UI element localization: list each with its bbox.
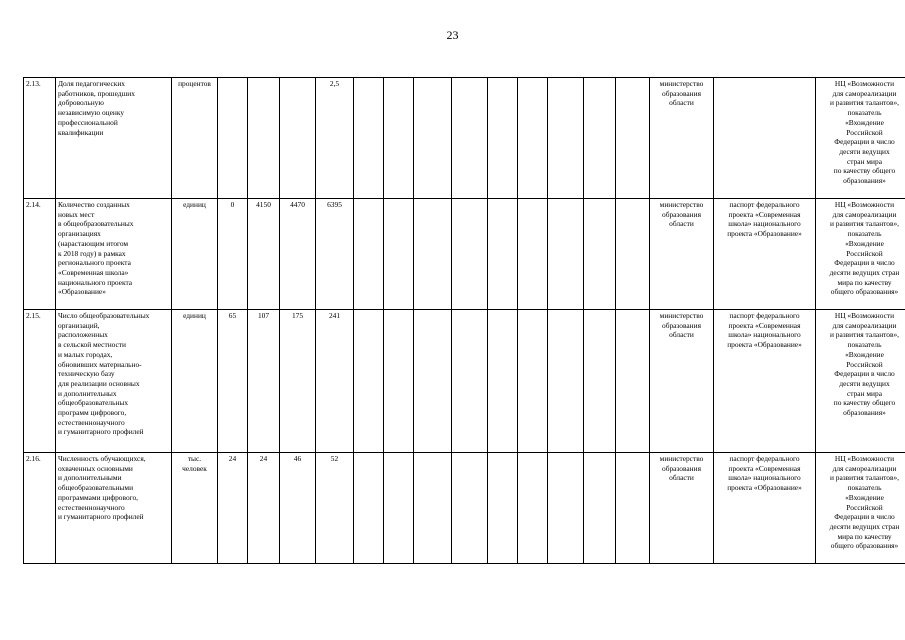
empty-cell — [414, 78, 452, 199]
responsible-cell-line: министерство — [659, 454, 704, 463]
value-cell — [218, 78, 248, 199]
value-cell: 24 — [218, 453, 248, 564]
link-cell-line: Российской — [846, 359, 883, 369]
link-cell-line: по качеству общего — [833, 398, 896, 408]
responsible-cell — [650, 78, 714, 199]
indicator-name-line: организациях — [58, 229, 101, 239]
link-cell-line: НЦ «Возможности — [834, 79, 895, 88]
responsible-cell — [650, 199, 714, 310]
link-cell-line: десяти ведущих — [839, 378, 890, 388]
empty-cell — [584, 310, 616, 453]
link-cell-line: для самореализации — [832, 463, 897, 473]
indicator-name — [56, 310, 172, 453]
link-cell — [816, 453, 905, 564]
indicator-name-line: техническую базу — [58, 369, 115, 379]
document-cell-line: паспорт федерального — [729, 311, 800, 320]
value-cell: 65 — [218, 310, 248, 453]
indicator-name-line: работников, прошедших — [58, 88, 135, 98]
empty-cell — [384, 199, 414, 310]
document-cell-line: школа» национального — [728, 473, 801, 483]
responsible-cell-line: министерство — [659, 200, 704, 209]
link-cell — [816, 78, 905, 199]
page-number: 23 — [446, 28, 459, 42]
value-cell: 4470 — [280, 199, 316, 310]
link-cell-line: для самореализации — [832, 88, 897, 98]
link-cell-line: для самореализации — [832, 209, 897, 219]
empty-cell — [354, 453, 384, 564]
responsible-cell-line: образования — [662, 320, 701, 330]
document-cell-line: школа» национального — [728, 330, 801, 340]
link-cell-line: НЦ «Возможности — [834, 311, 895, 320]
link-cell — [816, 199, 905, 310]
empty-cell — [518, 199, 548, 310]
indicator-name-line: (нарастающим итогом — [58, 238, 129, 248]
link-cell-line: десяти ведущих стран — [829, 267, 900, 277]
indicator-name-line: и гуманитарного профилей — [58, 427, 144, 437]
link-cell-line: показатель — [847, 108, 882, 118]
document-cell-line: проекта «Современная — [728, 209, 801, 219]
document-cell — [714, 199, 816, 310]
value-cell: 2,5 — [316, 78, 354, 199]
indicator-name-line: Доля педагогических — [58, 79, 125, 88]
indicator-name-line: независимую оценку — [58, 108, 125, 118]
empty-cell — [354, 199, 384, 310]
value-cell: 107 — [248, 310, 280, 453]
unit-cell — [172, 453, 218, 564]
link-cell-line: по качеству общего — [833, 166, 896, 176]
indicator-name-line: «Современная школа» — [58, 267, 129, 277]
indicator-name-line: добровольную — [58, 98, 104, 108]
link-cell-line: показатель — [847, 340, 882, 350]
indicators-table — [23, 77, 905, 564]
indicator-name-line: Количество созданных — [58, 200, 130, 209]
row-number: 2.13. — [24, 78, 56, 199]
link-cell-line: образования» — [843, 176, 886, 186]
value-cell — [248, 78, 280, 199]
empty-cell — [488, 453, 518, 564]
link-cell-line: Федерации в число — [834, 258, 895, 268]
empty-cell — [452, 78, 488, 199]
indicator-name-line: профессиональной — [58, 117, 118, 127]
empty-cell — [584, 199, 616, 310]
empty-cell — [548, 310, 584, 453]
link-cell-line: Федерации в число — [834, 137, 895, 147]
link-cell-line: мира по качеству — [837, 531, 892, 541]
indicator-name-line: охваченных основными — [58, 463, 133, 473]
responsible-cell — [650, 453, 714, 564]
document-cell-line: проекта «Современная — [728, 320, 801, 330]
unit-cell — [172, 78, 218, 199]
unit-cell-line: процентов — [178, 79, 211, 88]
responsible-cell-line: области — [669, 219, 694, 229]
link-cell-line: и развития талантов», — [829, 219, 900, 229]
table-row — [24, 78, 905, 199]
empty-cell — [548, 453, 584, 564]
empty-cell — [616, 78, 650, 199]
indicator-name-line: общеобразовательных — [58, 398, 129, 408]
link-cell-line: десяти ведущих — [839, 146, 890, 156]
link-cell-line: «Вхождение — [845, 117, 884, 127]
indicator-name-line: общеобразовательными — [58, 483, 134, 493]
empty-cell — [616, 199, 650, 310]
row-number: 2.14. — [24, 199, 56, 310]
empty-cell — [518, 453, 548, 564]
document-cell-line: проекта «Образование» — [727, 340, 802, 350]
unit-cell-line: человек — [182, 463, 207, 473]
responsible-cell-line: образования — [662, 88, 701, 98]
unit-cell-line: тыс. — [187, 454, 202, 463]
responsible-cell — [650, 310, 714, 453]
indicator-name-line: в сельской местности — [58, 340, 126, 350]
link-cell-line: «Вхождение — [845, 492, 884, 502]
indicator-name-line: национального проекта — [58, 277, 133, 287]
empty-cell — [488, 310, 518, 453]
responsible-cell-line: образования — [662, 209, 701, 219]
empty-cell — [488, 199, 518, 310]
indicator-name-line: к 2018 году) в рамках — [58, 248, 126, 258]
value-cell: 52 — [316, 453, 354, 564]
indicator-name — [56, 78, 172, 199]
responsible-cell-line: области — [669, 473, 694, 483]
link-cell-line: показатель — [847, 229, 882, 239]
row-number: 2.16. — [24, 453, 56, 564]
table-row — [24, 199, 905, 310]
document-cell — [714, 310, 816, 453]
indicator-name-line: организаций, — [58, 320, 100, 330]
value-cell: 0 — [218, 199, 248, 310]
link-cell-line: мира по качеству — [837, 277, 892, 287]
responsible-cell-line: министерство — [659, 79, 704, 88]
value-cell: 4150 — [248, 199, 280, 310]
table-row — [24, 453, 905, 564]
value-cell: 241 — [316, 310, 354, 453]
link-cell-line: НЦ «Возможности — [834, 200, 895, 209]
link-cell-line: общего образования» — [830, 541, 899, 551]
empty-cell — [488, 78, 518, 199]
value-cell: 24 — [248, 453, 280, 564]
link-cell-line: для самореализации — [832, 320, 897, 330]
link-cell-line: «Вхождение — [845, 238, 884, 248]
link-cell-line: показатель — [847, 483, 882, 493]
indicator-name-line: естественнонаучного — [58, 502, 125, 512]
row-number: 2.15. — [24, 310, 56, 453]
indicator-name-line: программ цифрового, — [58, 408, 127, 418]
indicator-name-line: Число общеобразовательных — [58, 311, 150, 320]
indicator-name-line: и дополнительными — [58, 473, 122, 483]
empty-cell — [414, 453, 452, 564]
responsible-cell-line: области — [669, 98, 694, 108]
link-cell-line: и развития талантов», — [829, 330, 900, 340]
indicator-name-line: новых мест — [58, 209, 95, 219]
empty-cell — [518, 78, 548, 199]
responsible-cell-line: министерство — [659, 311, 704, 320]
empty-cell — [518, 310, 548, 453]
document-cell — [714, 453, 816, 564]
indicator-name-line: обновивших материально- — [58, 359, 142, 369]
empty-cell — [548, 78, 584, 199]
link-cell-line: «Вхождение — [845, 349, 884, 359]
empty-cell — [616, 453, 650, 564]
empty-cell — [384, 453, 414, 564]
indicator-name-line: в общеобразовательных — [58, 219, 134, 229]
indicator-name — [56, 453, 172, 564]
empty-cell — [584, 78, 616, 199]
document-cell-line: паспорт федерального — [729, 200, 800, 209]
empty-cell — [452, 453, 488, 564]
indicator-name-line: для реализации основных — [58, 378, 140, 388]
link-cell-line: и развития талантов», — [829, 98, 900, 108]
empty-cell — [548, 199, 584, 310]
empty-cell — [354, 78, 384, 199]
document-cell — [714, 78, 816, 199]
document-cell-line: проекта «Современная — [728, 463, 801, 473]
responsible-cell-line: области — [669, 330, 694, 340]
indicator-name-line: и дополнительных — [58, 388, 117, 398]
table-body — [24, 78, 905, 564]
responsible-cell-line: образования — [662, 463, 701, 473]
value-cell — [280, 78, 316, 199]
link-cell-line: Федерации в число — [834, 369, 895, 379]
document-cell-line: проекта «Образование» — [727, 229, 802, 239]
value-cell: 46 — [280, 453, 316, 564]
table-row — [24, 310, 905, 453]
document-cell-line: проекта «Образование» — [727, 483, 802, 493]
indicator-name-line: Численность обучающихся, — [58, 454, 146, 463]
empty-cell — [384, 310, 414, 453]
link-cell-line: и развития талантов», — [829, 473, 900, 483]
document-cell-line: школа» национального — [728, 219, 801, 229]
empty-cell — [616, 310, 650, 453]
empty-cell — [354, 310, 384, 453]
unit-cell — [172, 199, 218, 310]
link-cell-line: Российской — [846, 127, 883, 137]
link-cell-line: десяти ведущих стран — [829, 521, 900, 531]
link-cell-line: НЦ «Возможности — [834, 454, 895, 463]
link-cell-line: Российской — [846, 248, 883, 258]
indicator-name-line: регионального проекта — [58, 258, 131, 268]
empty-cell — [452, 310, 488, 453]
indicator-name-line: «Образование» — [58, 287, 106, 297]
link-cell-line: общего образования» — [830, 287, 899, 297]
unit-cell-line: единиц — [183, 311, 206, 320]
indicator-name-line: и гуманитарного профилей — [58, 512, 144, 522]
value-cell: 175 — [280, 310, 316, 453]
indicator-name-line: программами цифрового, — [58, 492, 139, 502]
link-cell-line: Федерации в число — [834, 512, 895, 522]
indicator-name-line: естественнонаучного — [58, 417, 125, 427]
unit-cell — [172, 310, 218, 453]
document-cell-line: паспорт федерального — [729, 454, 800, 463]
empty-cell — [414, 199, 452, 310]
indicator-name-line: расположенных — [58, 330, 108, 340]
empty-cell — [414, 310, 452, 453]
empty-cell — [384, 78, 414, 199]
empty-cell — [452, 199, 488, 310]
indicator-name — [56, 199, 172, 310]
empty-cell — [584, 453, 616, 564]
indicator-name-line: квалификации — [58, 127, 104, 137]
unit-cell-line: единиц — [183, 200, 206, 209]
link-cell-line: стран мира — [847, 388, 882, 398]
link-cell-line: образования» — [843, 408, 886, 418]
link-cell-line: Российской — [846, 502, 883, 512]
value-cell: 6395 — [316, 199, 354, 310]
indicator-name-line: и малых городах, — [58, 349, 113, 359]
link-cell — [816, 310, 905, 453]
link-cell-line: стран мира — [847, 156, 882, 166]
